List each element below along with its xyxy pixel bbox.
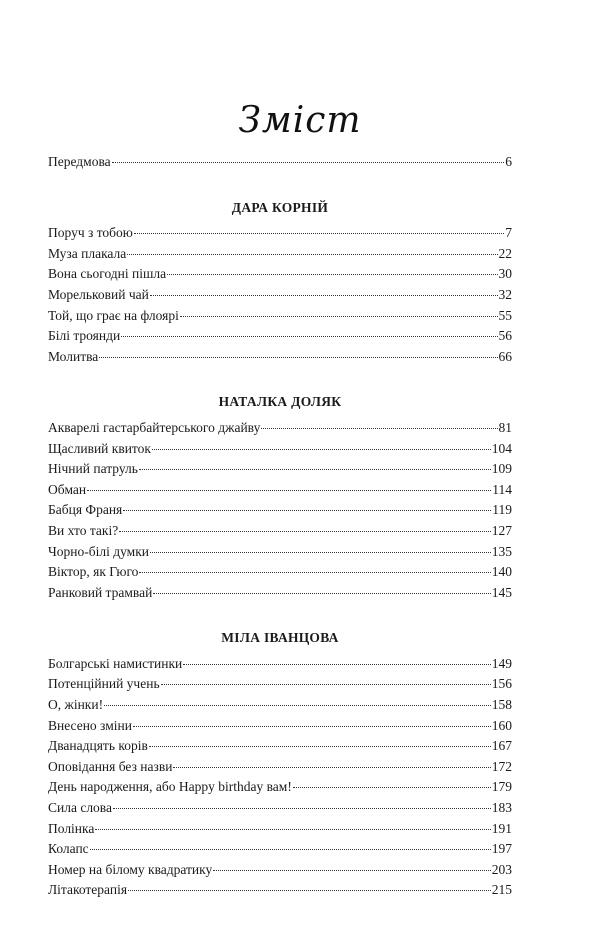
dot-leader	[95, 829, 490, 830]
dot-leader	[149, 746, 491, 747]
toc-entry[interactable]	[48, 583, 512, 604]
dot-leader	[128, 890, 491, 891]
toc-entry-page: 7	[505, 225, 512, 241]
toc-entry-label: Молитва	[48, 348, 99, 364]
section-heading-author: НАТАЛКА ДОЛЯК	[218, 394, 342, 410]
dot-leader	[104, 705, 491, 706]
page-title: Зміст	[238, 100, 362, 141]
dot-leader	[113, 808, 491, 809]
toc-entry[interactable]	[48, 480, 512, 501]
toc-entry-label: Сила слова	[48, 800, 112, 816]
toc-entry-label: Обман	[48, 481, 87, 497]
toc-entry[interactable]	[48, 347, 512, 368]
toc-entry[interactable]	[48, 839, 512, 860]
toc-entry-page: 183	[491, 800, 512, 816]
dot-leader	[173, 767, 490, 768]
toc-entry[interactable]	[48, 285, 512, 306]
toc-entry-page: 172	[491, 758, 512, 774]
toc-entry-preface[interactable]	[48, 152, 512, 173]
toc-entry-label: Муза плакала	[48, 245, 127, 261]
toc-entry-label: Той, що грає на флоярі	[48, 307, 179, 323]
toc-entry[interactable]	[48, 223, 512, 244]
toc-entry-page: 135	[491, 543, 512, 559]
toc-entry-label: Потенційний учень	[48, 676, 160, 692]
toc-entry-page: 81	[498, 419, 512, 435]
toc-entry-label: Оповідання без назви	[48, 758, 173, 774]
toc-entry[interactable]	[48, 418, 512, 439]
dot-leader	[90, 849, 491, 850]
toc-entry-page: 127	[491, 522, 512, 538]
toc-entry-label: Бабця Франя	[48, 502, 123, 518]
toc-entry-label: Колапс	[48, 841, 89, 857]
toc-entry-page: 22	[498, 245, 512, 261]
toc-entry-label: Болгарські намистинки	[48, 655, 183, 671]
toc-entry-label: Акварелі гастарбайтерського джайву	[48, 419, 261, 435]
toc-entry-page: 203	[491, 861, 512, 877]
dot-leader	[134, 233, 504, 234]
dot-leader	[180, 316, 498, 317]
toc-entry[interactable]	[48, 736, 512, 757]
dot-leader	[293, 787, 491, 788]
toc-entry[interactable]	[48, 777, 512, 798]
dot-leader	[127, 254, 497, 255]
toc-entry-page: 197	[491, 841, 512, 857]
toc-entry[interactable]	[48, 306, 512, 327]
toc-entry[interactable]	[48, 860, 512, 881]
toc-entry-page: 119	[492, 502, 512, 518]
dot-leader	[99, 357, 497, 358]
toc-entry-page: 167	[491, 738, 512, 754]
dot-leader	[139, 572, 490, 573]
toc-entry[interactable]	[48, 459, 512, 480]
dot-leader	[123, 510, 491, 511]
toc-entry-page: 6	[505, 154, 512, 169]
dot-leader	[153, 593, 490, 594]
toc-entry-label: Передмова	[48, 154, 111, 169]
dot-leader	[152, 449, 491, 450]
toc-entry[interactable]	[48, 819, 512, 840]
toc-entry-label: Білі троянди	[48, 328, 121, 344]
section-spacer	[48, 173, 512, 198]
section-spacer	[48, 603, 512, 628]
toc-entry-label: Внесено зміни	[48, 717, 132, 733]
toc-entry-label: Віктор, як Гюго	[48, 564, 139, 580]
toc-entry-label: День народження, або Happy birthday вам!	[48, 779, 292, 795]
toc-entry[interactable]	[48, 326, 512, 347]
toc-entry-page: 55	[498, 307, 512, 323]
dot-leader	[183, 664, 490, 665]
toc-entry[interactable]	[48, 716, 512, 737]
section-heading-author: МІЛА ІВАНЦОВА	[221, 630, 339, 646]
toc-entry-label: Поруч з тобою	[48, 225, 133, 241]
dot-leader	[261, 428, 497, 429]
toc-entry-page: 156	[491, 676, 512, 692]
toc-entry-page: 140	[491, 564, 512, 580]
dot-leader	[150, 552, 491, 553]
toc-entry-label: Щасливий квиток	[48, 440, 151, 456]
toc-entry-page: 215	[491, 882, 512, 898]
dot-leader	[133, 726, 491, 727]
toc-entry-label: Полінка	[48, 820, 95, 836]
toc-entry[interactable]	[48, 521, 512, 542]
toc-entry-page: 109	[491, 461, 512, 477]
dot-leader	[150, 295, 498, 296]
toc-entry[interactable]	[48, 880, 512, 901]
toc-entry-page: 145	[491, 584, 512, 600]
toc-entry[interactable]	[48, 757, 512, 778]
dot-leader	[119, 531, 491, 532]
toc-entry-label: Номер на білому квадратику	[48, 861, 213, 877]
toc-entry[interactable]	[48, 798, 512, 819]
toc-entry-label: Літакотерапія	[48, 882, 128, 898]
toc-entry[interactable]	[48, 439, 512, 460]
dot-leader	[167, 274, 497, 275]
dot-leader	[161, 684, 491, 685]
toc-entry[interactable]	[48, 542, 512, 563]
toc-entry-page: 179	[491, 779, 512, 795]
toc-entry-label: Вона сьогодні пішла	[48, 266, 167, 282]
toc-entry[interactable]	[48, 674, 512, 695]
toc-entry-page: 56	[498, 328, 512, 344]
dot-leader	[121, 336, 497, 337]
toc-entry-label: Нічний патруль	[48, 461, 138, 477]
toc-entry[interactable]	[48, 654, 512, 675]
toc-entry-page: 66	[498, 348, 512, 364]
toc-entry-page: 158	[491, 697, 512, 713]
toc-entry-label: Морельковий чай	[48, 286, 149, 302]
toc-entry-page: 149	[491, 655, 512, 671]
toc-entry-page: 32	[498, 286, 512, 302]
dot-leader	[87, 490, 491, 491]
table-of-contents	[48, 152, 512, 901]
section-spacer	[48, 367, 512, 392]
toc-entry[interactable]	[48, 562, 512, 583]
toc-entry-page: 104	[491, 440, 512, 456]
toc-entry-label: О, жінки!	[48, 697, 104, 713]
toc-entry-page: 191	[491, 820, 512, 836]
toc-entry-page: 160	[491, 717, 512, 733]
toc-entry-label: Ви хто такі?	[48, 522, 119, 538]
toc-entry-label: Ранковий трамвай	[48, 584, 153, 600]
toc-entry[interactable]	[48, 244, 512, 265]
toc-entry-page: 30	[498, 266, 512, 282]
toc-entry-page: 114	[492, 481, 512, 497]
toc-entry-label: Дванадцять корів	[48, 738, 148, 754]
toc-entry[interactable]	[48, 500, 512, 521]
dot-leader	[213, 870, 490, 871]
toc-entry[interactable]	[48, 695, 512, 716]
toc-sections	[48, 173, 512, 901]
toc-entry-label: Чорно-білі думки	[48, 543, 149, 559]
section-heading-author: ДАРА КОРНІЙ	[231, 199, 329, 215]
toc-entry[interactable]	[48, 264, 512, 285]
dot-leader	[112, 162, 505, 163]
dot-leader	[139, 469, 491, 470]
